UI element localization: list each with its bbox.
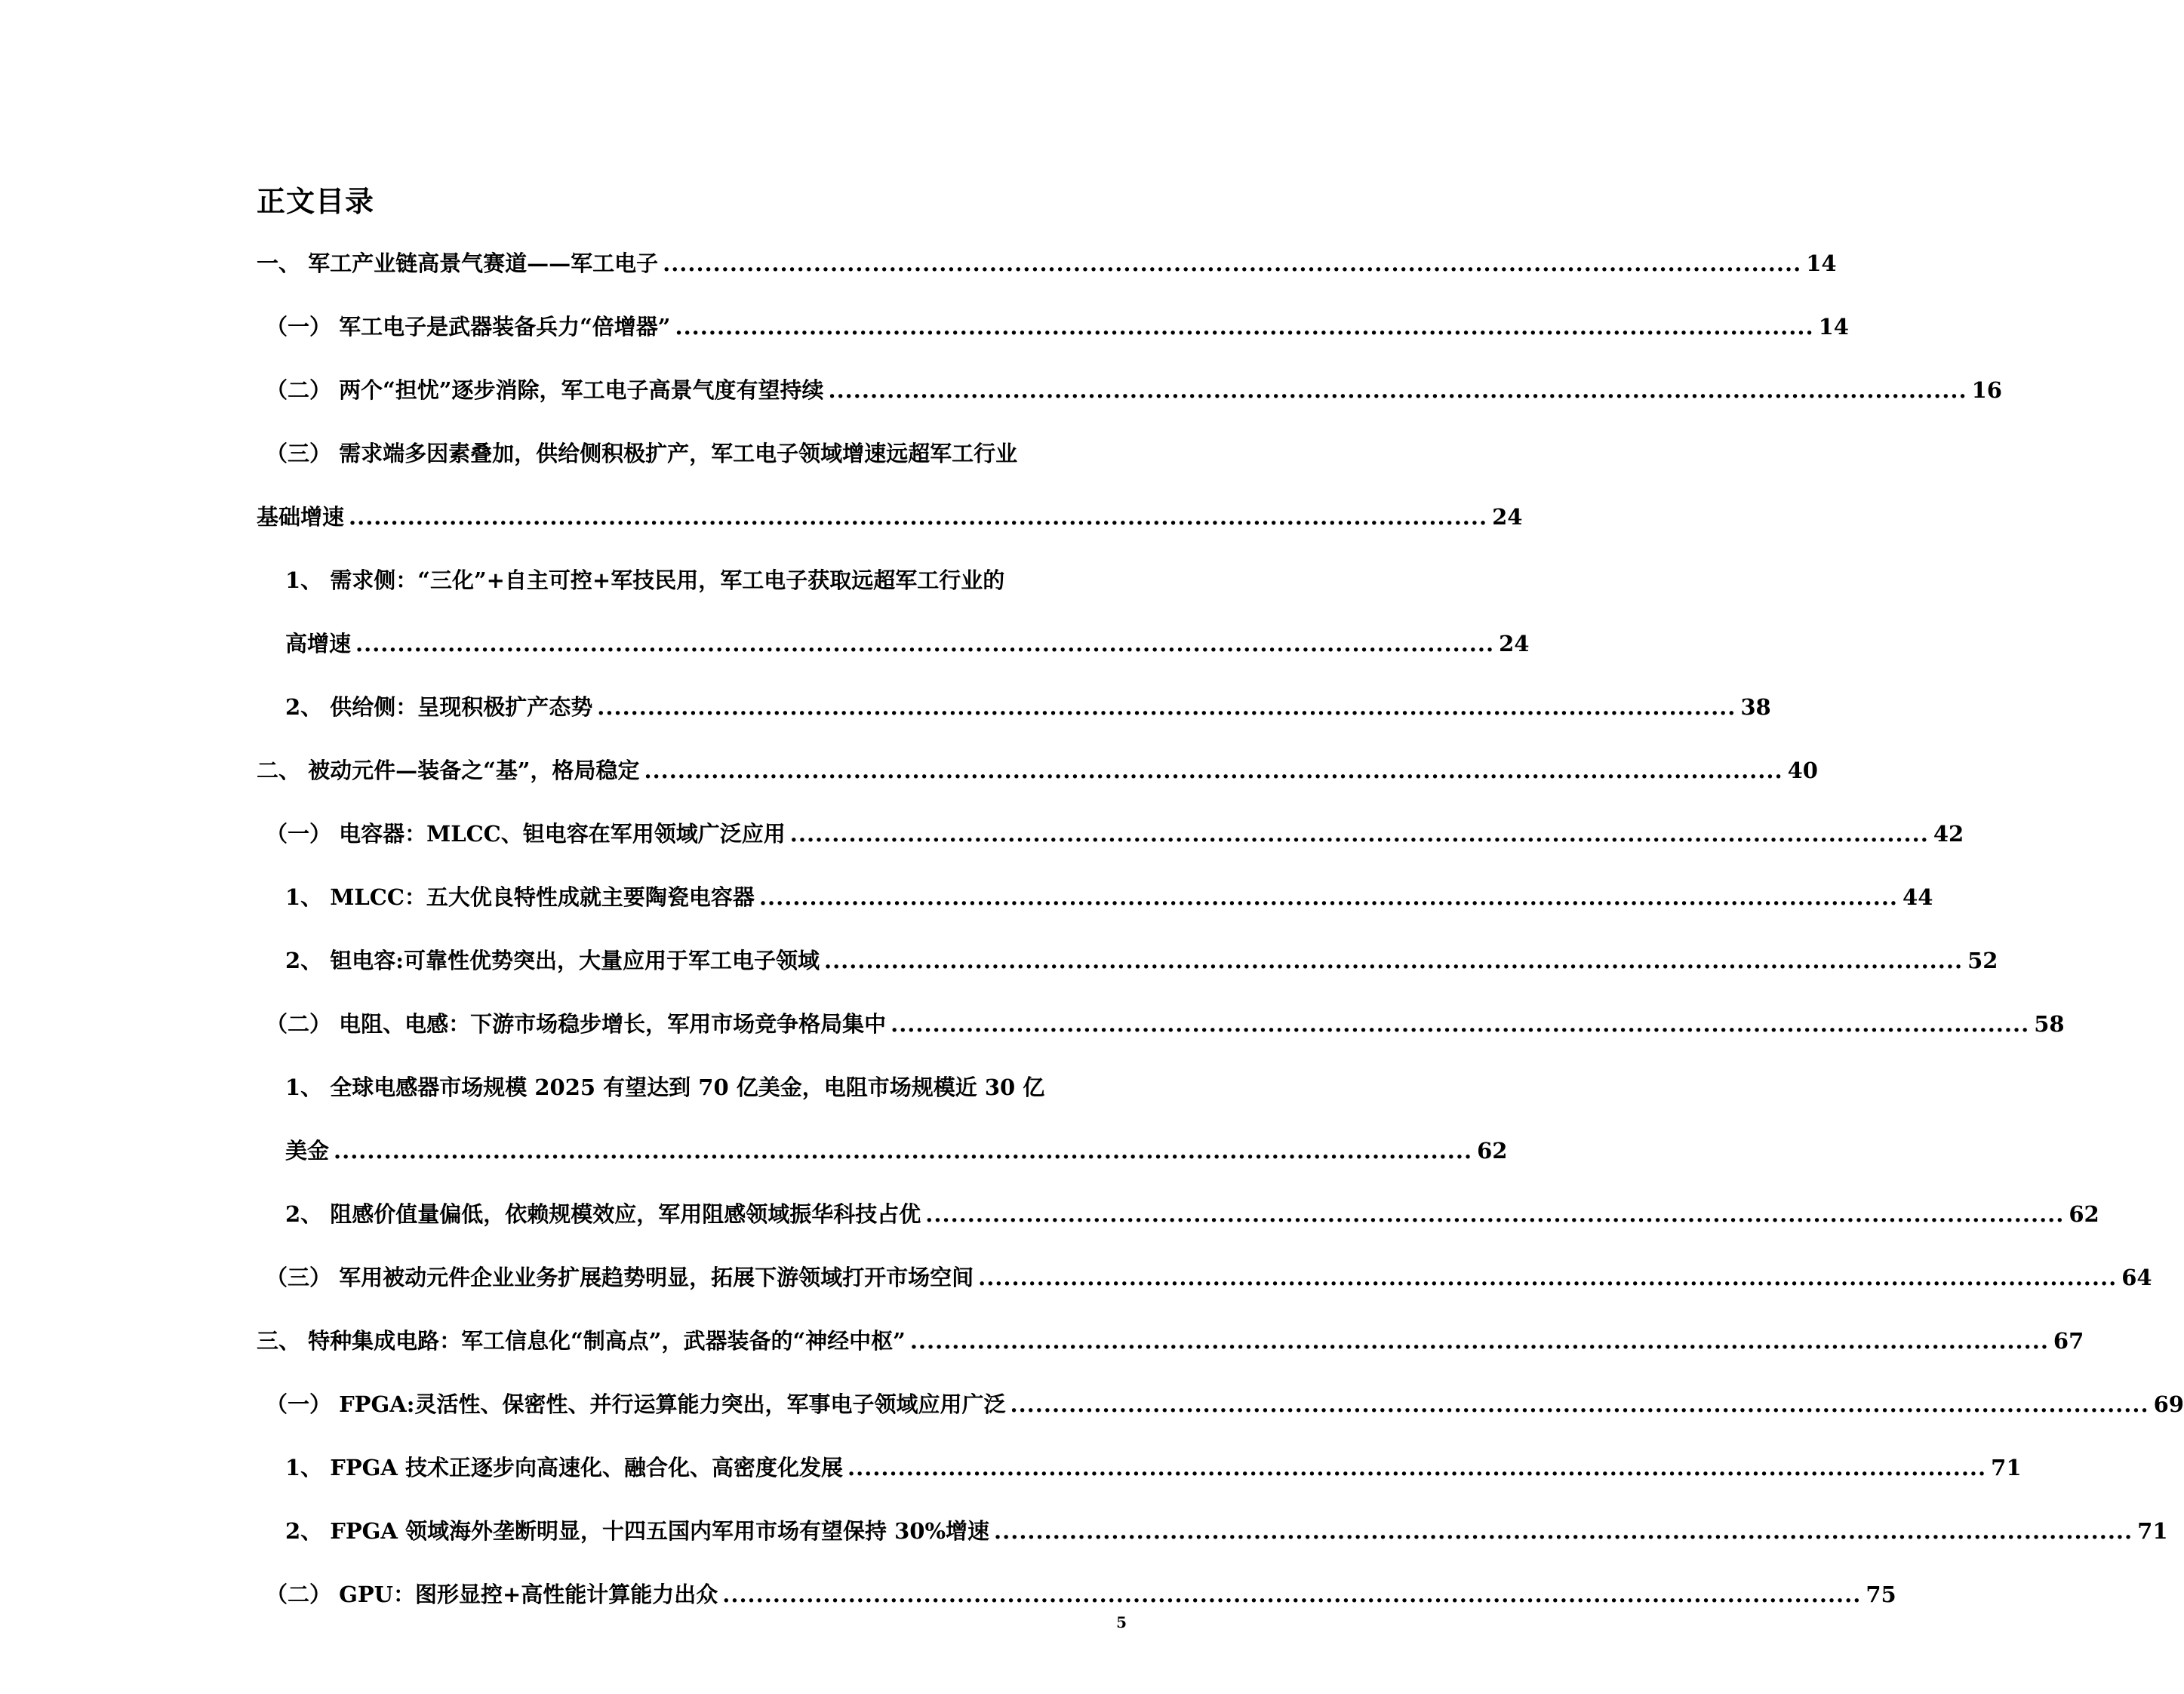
toc-entry[interactable] (257, 752, 1818, 789)
toc-entry[interactable] (285, 1195, 2099, 1233)
toc-entry-label: 2、 阻感价值量偏低，依赖规模效应，军用阻感领域振华科技占优 (285, 1201, 921, 1227)
toc-entry[interactable] (266, 815, 1964, 853)
toc-entry[interactable] (285, 1512, 2168, 1550)
toc-leader-dots: ........................................................................................................................................ (722, 1582, 1862, 1607)
toc-entry[interactable] (266, 308, 1849, 346)
toc-entry-page: 62 (2069, 1201, 2099, 1227)
toc-entry-page: 69 (2153, 1391, 2184, 1417)
toc-leader-dots: ........................................................................................................................................ (925, 1201, 2065, 1227)
toc-entry-first-line[interactable]: （三） 需求端多因素叠加，供给侧积极扩产，军工电子领域增速远超军工行业 (266, 441, 1018, 466)
toc-entry-label: 1、 FPGA 技术正逐步向高速化、融合化、高密度化发展 (285, 1455, 844, 1480)
toc-entry-label: 2、 FPGA 领域海外垄断明显，十四五国内军用市场有望保持 30%增速 (285, 1518, 990, 1544)
toc-entry-label: 基础增速 (257, 504, 345, 530)
toc-leader-dots: ........................................................................................................................................ (349, 504, 1488, 530)
toc-entry[interactable] (285, 1449, 2022, 1486)
toc-leader-dots: ........................................................................................................................................ (891, 1011, 2030, 1037)
toc-entry-label: 1、 MLCC：五大优良特性成就主要陶瓷电容器 (285, 884, 755, 910)
toc-leader-dots: ........................................................................................................................................ (909, 1328, 2049, 1354)
toc-entry-label: 一、 军工产业链高景气赛道——军工电子 (257, 251, 659, 276)
toc-leader-dots: ........................................................................................................................................ (758, 884, 1899, 910)
toc-entry-label: 2、 供给侧：呈现积极扩产态势 (285, 694, 593, 720)
page-number: 5 (1116, 1613, 1127, 1631)
toc-leader-dots: ........................................................................................................................................ (1010, 1391, 2149, 1417)
toc-entry-page: 52 (1967, 948, 1998, 973)
toc-leader-dots: ........................................................................................................................................ (644, 758, 1783, 783)
toc-entry[interactable] (266, 371, 2002, 409)
toc-entry-label: （二） 两个“担忧”逐步消除，军工电子高景气度有望持续 (266, 377, 824, 403)
page-title: 正文目录 (257, 184, 375, 218)
toc-leader-dots: ........................................................................................................................................ (675, 314, 1814, 340)
toc-entry-label: （三） 军用被动元件企业业务扩展趋势明显，拓展下游领域打开市场空间 (266, 1265, 974, 1290)
toc-entry-label: 2、 钽电容:可靠性优势突出，大量应用于军工电子领域 (285, 948, 820, 973)
toc-entry-label: 高增速 (285, 631, 352, 656)
toc-entry-page: 16 (1971, 377, 2002, 403)
toc-leader-dots: ........................................................................................................................................ (978, 1265, 2118, 1290)
toc-entry[interactable] (266, 1576, 1896, 1613)
toc-leader-dots: ........................................................................................................................................ (334, 1138, 1473, 1164)
toc-entry-page: 62 (1477, 1138, 1508, 1164)
toc-entry-label: （二） GPU：图形显控+高性能计算能力出众 (266, 1582, 718, 1607)
toc-entry[interactable] (257, 1322, 2084, 1360)
toc-entry[interactable] (257, 244, 1837, 282)
toc-entry-page: 40 (1787, 758, 1818, 783)
toc-entry-page: 75 (1866, 1582, 1896, 1607)
toc-entry[interactable] (285, 688, 1771, 726)
toc-entry-page: 71 (2137, 1518, 2168, 1544)
toc-entry-label: 二、 被动元件—装备之“基”，格局稳定 (257, 758, 640, 783)
toc-entry-label: （一） 电容器：MLCC、钽电容在军用领域广泛应用 (266, 821, 786, 847)
toc-entry[interactable] (266, 1005, 2065, 1043)
toc-entry-first-line[interactable]: 1、 全球电感器市场规模 2025 有望达到 70 亿美金，电阻市场规模近 30 亿 (285, 1075, 1045, 1100)
toc-entry-page: 14 (1806, 251, 1837, 276)
toc-entry[interactable] (285, 625, 1530, 663)
toc-entry-label: 美金 (285, 1138, 330, 1164)
toc-entry-page: 24 (1492, 504, 1523, 530)
toc-entry[interactable] (285, 878, 1933, 916)
toc-leader-dots: ........................................................................................................................................ (597, 694, 1736, 720)
toc-entry-label: 三、 特种集成电路：军工信息化“制高点”，武器装备的“神经中枢” (257, 1328, 906, 1354)
toc-leader-dots: ........................................................................................................................................ (994, 1518, 2133, 1544)
toc-entry[interactable] (266, 1259, 2152, 1296)
toc-leader-dots: ........................................................................................................................................ (823, 948, 1964, 973)
toc-entry-page: 64 (2121, 1265, 2152, 1290)
toc-entry-first-line[interactable]: 1、 需求侧：“三化”+自主可控+军技民用，军工电子获取远超军工行业的 (285, 567, 1005, 593)
toc-entry-page: 14 (1818, 314, 1849, 340)
toc-entry-label: （一） FPGA:灵活性、保密性、并行运算能力突出，军事电子领域应用广泛 (266, 1391, 1006, 1417)
toc-leader-dots: ........................................................................................................................................ (789, 821, 1929, 847)
toc-entry-label: （二） 电阻、电感：下游市场稳步增长，军用市场竞争格局集中 (266, 1011, 887, 1037)
toc-leader-dots: ........................................................................................................................................ (663, 251, 1802, 276)
toc-leader-dots: ........................................................................................................................................ (847, 1455, 1987, 1480)
toc-entry-page: 71 (1991, 1455, 2022, 1480)
toc-entry-page: 24 (1499, 631, 1530, 656)
toc-entry-label: （一） 军工电子是武器装备兵力“倍增器” (266, 314, 671, 340)
toc-entry[interactable] (285, 942, 1998, 979)
toc-entry-page: 38 (1740, 694, 1771, 720)
toc-leader-dots: ........................................................................................................................................ (355, 631, 1495, 656)
toc-entry[interactable] (285, 1132, 1508, 1170)
toc-entry-page: 67 (2053, 1328, 2084, 1354)
toc-entry-page: 44 (1903, 884, 1933, 910)
toc-entry-page: 42 (1933, 821, 1964, 847)
toc-leader-dots: ........................................................................................................................................ (828, 377, 1967, 403)
toc-entry-page: 58 (2034, 1011, 2065, 1037)
toc-entry[interactable] (257, 498, 1523, 536)
toc-entry[interactable] (266, 1385, 2184, 1423)
